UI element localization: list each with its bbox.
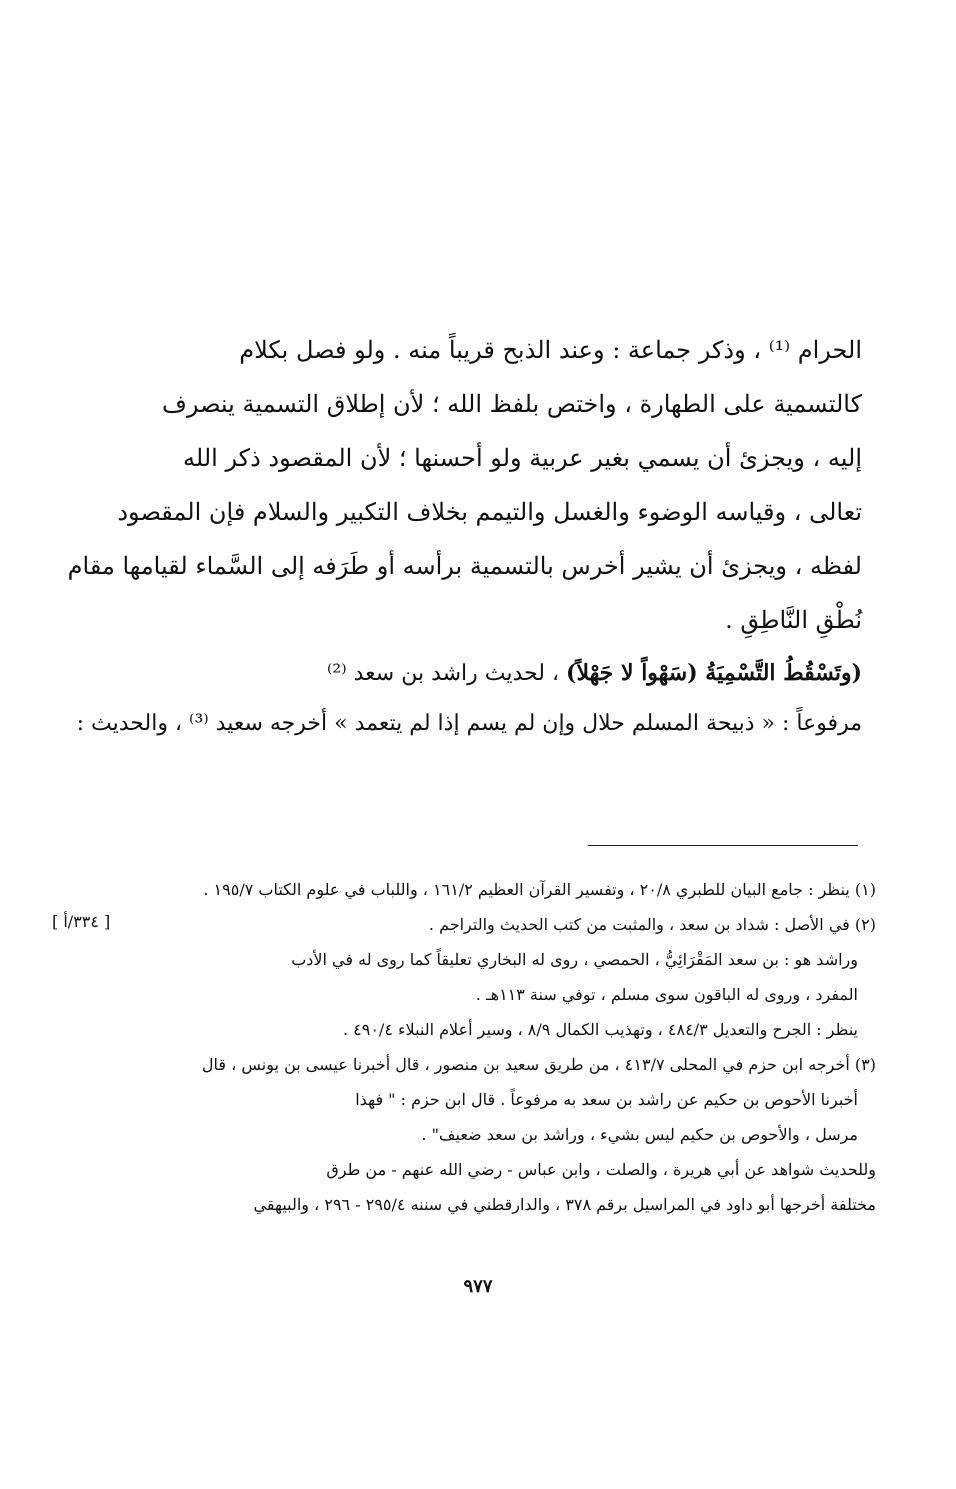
main-text-line: لفظه ، ويجزئ أن يشير أخرس بالتسمية برأسه أو طَرَفه إلى السَّماء لقيامها مقام	[67, 552, 862, 580]
footnote-line: المفرد ، وروى له الباقون سوى مسلم ، توفي سنة ١١٣هـ .	[475, 985, 858, 1004]
footnote-line: مختلفة أخرجها أبو داود في المراسيل برقم ٣٧٨ ، والدارقطني في سننه ٢٩٥/٤ - ٢٩٦ ، والبيهقي	[253, 1195, 876, 1214]
footnote-line: (١) ينظر : جامع البيان للطبري ٢٠/٨ ، وتفسير القرآن العظيم ١٦١/٢ ، واللباب في علوم الكتاب ١٩٥/٧ .	[203, 880, 876, 899]
main-text-line: الحرام ⁽¹⁾ ، وذكر جماعة : وعند الذبح قريباً منه . ولو فصل بكلام	[239, 336, 862, 364]
hadith-paragraph	[76, 648, 862, 749]
marginal-folio-note: [ ٣٣٤/أ ]	[52, 912, 111, 931]
hadith-line-1-rest: ، لحديث راشد بن سعد ⁽²⁾	[326, 661, 567, 686]
footnote-line: ينظر : الجرح والتعديل ٤٨٤/٣ ، وتهذيب الكمال ٨/٩ ، وسير أعلام النبلاء ٤٩٠/٤ .	[342, 1020, 858, 1039]
main-text-line: كالتسمية على الطهارة ، واختص بلفظ الله ؛ لأن إطلاق التسمية ينصرف	[161, 390, 862, 418]
hadith-line-1	[132, 648, 862, 699]
footnote-line: (٣) أخرجه ابن حزم في المحلى ٤١٣/٧ ، من طريق سعيد بن منصور ، قال أخبرنا عيسى بن يونس ، قال	[201, 1055, 876, 1074]
main-text-line: إليه ، ويجزئ أن يسمي بغير عربية ولو أحسنها ؛ لأن المقصود ذكر الله	[183, 444, 862, 472]
hadith-line-2: مرفوعاً : « ذبيحة المسلم حلال وإن لم يسم إذا لم يتعمد » أخرجه سعيد ⁽³⁾ ، والحديث :	[76, 711, 862, 736]
footnote-line: (٢) في الأصل : شداد بن سعد ، والمثبت من كتب الحديث والتراجم .	[428, 915, 876, 934]
footnotes	[136, 872, 876, 1222]
footnote-line: مرسل ، والأحوص بن حكيم ليس بشيء ، وراشد بن سعد ضعيف" .	[421, 1125, 858, 1144]
footnote-line: وراشد هو : بن سعد المَقْرَائِيُّ ، الحمصي ، روى له البخاري تعليقاً كما روى له في الأدب	[291, 950, 858, 969]
matn-phrase: (وتَسْقُطُ التَّسْمِيَةُ (سَهْواً لا جَهْلاً)	[566, 660, 862, 686]
footnote-line: وللحديث شواهد عن أبي هريرة ، والصلت ، وابن عباس - رضي الله عنهم - من طرق	[326, 1160, 876, 1179]
page-number: ٩٧٧	[463, 1276, 493, 1297]
main-text-body	[67, 323, 862, 647]
footnote-line: أخبرنا الأحوص بن حكيم عن راشد بن سعد به مرفوعاً . قال ابن حزم : " فهذا	[355, 1090, 858, 1109]
main-text-line: نُطْقِ النَّاطِقِ .	[725, 606, 862, 634]
footnote-separator	[588, 845, 858, 846]
main-text-line: تعالى ، وقياسه الوضوء والغسل والتيمم بخلاف التكبير والسلام فإن المقصود	[117, 498, 862, 526]
